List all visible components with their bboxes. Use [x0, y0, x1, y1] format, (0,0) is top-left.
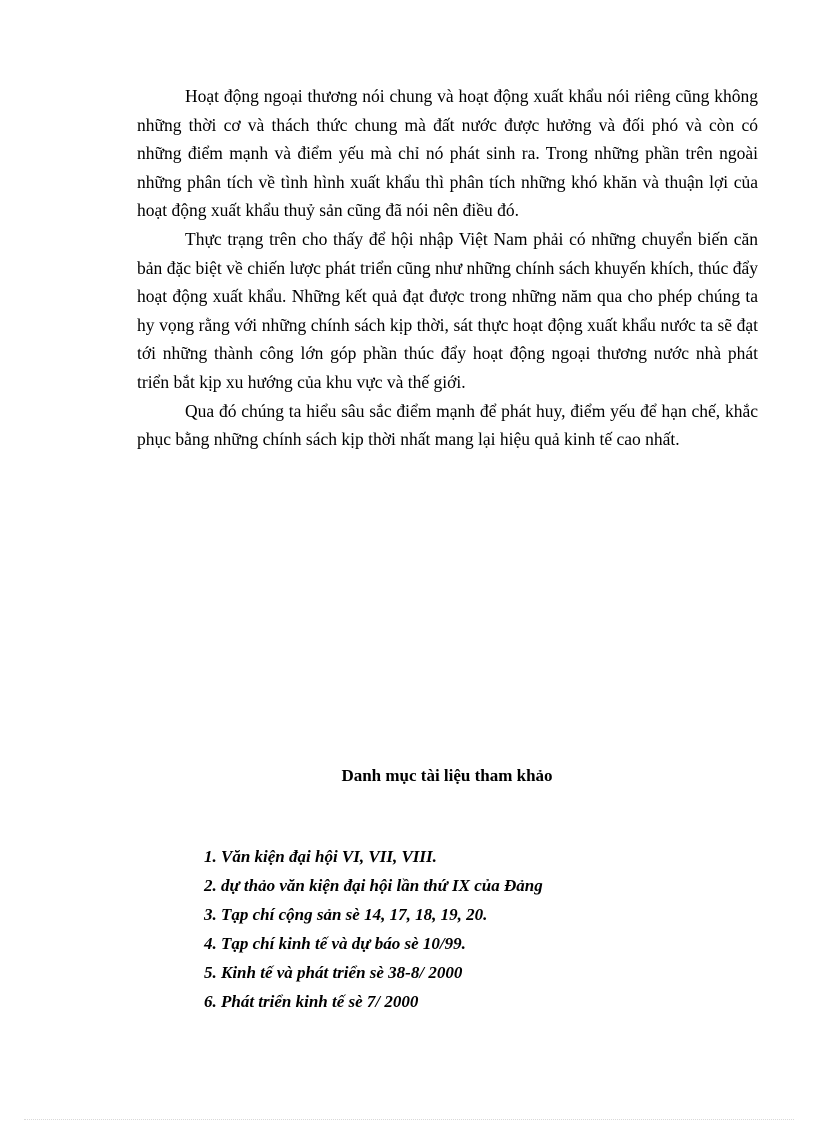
paragraph-2: Thực trạng trên cho thấy để hội nhập Việt Nam phải có những chuyển biến căn bản đặc biệt về chiến lược phát triển cũng như những chính sách khuyến khích, thúc đẩy hoạt động xuất khẩu. Những kết quả đạt được trong những năm qua cho phép chúng ta hy vọng rằng với những chính sách kịp thời, sát thực hoạt động xuất khẩu nước ta sẽ đạt tới những thành công lớn góp phần thúc đẩy hoạt động ngoại thương nước nhà phát triển bắt kịp xu hướng của khu vực và thế giới.: [137, 228, 758, 392]
page-bottom-divider: [24, 1119, 794, 1120]
reference-item: 4. Tạp chí kinh tế và dự báo sè 10/99.: [204, 934, 466, 953]
reference-item: 6. Phát triển kinh tế sè 7/ 2000: [204, 992, 419, 1011]
references-list: [204, 842, 724, 1016]
references-title: Danh mục tài liệu tham khảo: [341, 766, 553, 785]
reference-item: 1. Văn kiện đại hội VI, VII, VIII.: [204, 847, 437, 866]
paragraph-1: Hoạt động ngoại thương nói chung và hoạt động xuất khẩu nói riêng cũng không những thời cơ và thách thức chung mà đất nước được hưởng và đối phó và còn có những điểm mạnh và điểm yếu mà chỉ nó phát sinh ra. Trong những phần trên ngoài những phân tích về tình hình xuất khẩu thì phân tích những khó khăn và thuận lợi của hoạt động xuất khẩu thuỷ sản cũng đã nói nên điều đó.: [137, 86, 758, 221]
reference-item: 3. Tạp chí cộng sản sè 14, 17, 18, 19, 20.: [204, 905, 488, 924]
reference-item: 2. dự thảo văn kiện đại hội lần thứ IX của Đảng: [204, 876, 543, 895]
conclusion-text: [137, 82, 758, 454]
paragraph-3: Qua đó chúng ta hiểu sâu sắc điểm mạnh để phát huy, điểm yếu để hạn chế, khắc phục bằng những chính sách kịp thời nhất mang lại hiệu quả kinh tế cao nhất.: [137, 400, 758, 450]
reference-item: 5. Kinh tế và phát triển sè 38-8/ 2000: [204, 963, 463, 982]
